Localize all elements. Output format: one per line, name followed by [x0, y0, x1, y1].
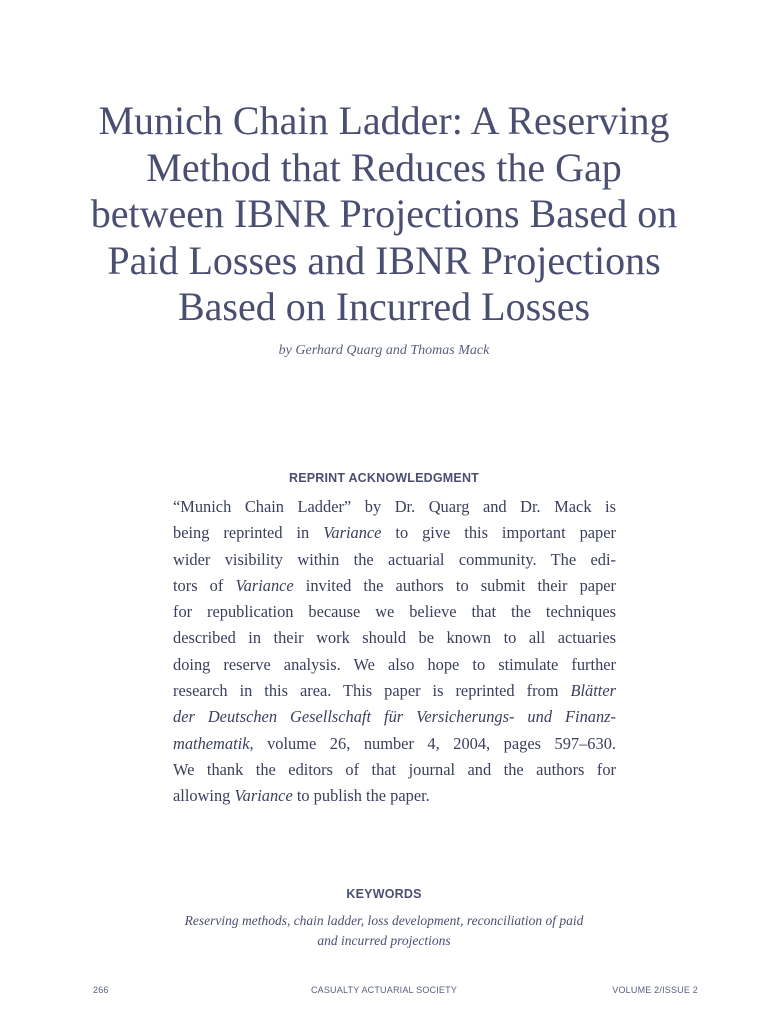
paragraph-line — [173, 573, 616, 599]
italic-text: Variance — [235, 575, 294, 595]
text-segment: to give this important paper — [381, 523, 616, 543]
text-segment: allowing — [173, 786, 235, 806]
title-line: between IBNR Projections Based on — [90, 191, 678, 236]
text-segment: being reprinted in — [173, 523, 324, 543]
footer-society: CASUALTY ACTUARIAL SOCIETY — [310, 985, 458, 995]
text-segment: research in this area. This paper is reprinted from — [173, 681, 571, 701]
italic-text: der Deutschen Gesellschaft für Versicherungs- und Finanz- — [173, 707, 616, 727]
title-line: Based on Incurred Losses — [177, 284, 591, 329]
text-segment: “Munich Chain Ladder” by Dr. Quarg and Dr. Mack is — [173, 497, 616, 516]
text-segment: tors of — [173, 575, 236, 595]
keywords-heading: KEYWORDS — [346, 887, 422, 901]
paragraph-line — [173, 704, 616, 730]
text-segment: , volume 26, number 4, 2004, pages 597–630. — [249, 733, 616, 753]
text-segment: described in their work should be known to all actuaries — [173, 628, 616, 648]
paragraph-line — [173, 783, 616, 809]
author-byline — [0, 343, 768, 359]
paragraph-line — [173, 678, 616, 704]
text-segment: for republication because we believe that the techniques — [173, 602, 616, 622]
reprint-acknowledgment-text — [173, 494, 616, 810]
italic-text: mathematik — [173, 733, 250, 753]
text-segment: We thank the editors of that journal and the authors for — [173, 759, 616, 779]
paragraph-line — [173, 757, 616, 783]
paragraph-line — [173, 625, 616, 651]
paragraph-line — [173, 652, 616, 678]
footer-volume: VOLUME 2/ISSUE 2 — [612, 985, 698, 995]
page-number: 266 — [93, 985, 109, 995]
italic-text: Variance — [234, 786, 293, 806]
italic-text: Blätter — [570, 681, 616, 701]
paper-title — [60, 98, 708, 331]
paragraph-line — [173, 547, 616, 573]
paragraph-line — [173, 599, 616, 625]
paragraph-line — [173, 731, 616, 757]
reprint-acknowledgment-heading: REPRINT ACKNOWLEDGMENT — [288, 471, 480, 485]
paragraph-line — [173, 520, 616, 546]
keywords-line: Reserving methods, chain ladder, loss development, reconciliation of paid — [184, 913, 584, 928]
italic-text: Variance — [323, 523, 382, 543]
title-line: Paid Losses and IBNR Projections — [107, 237, 661, 283]
title-line: Munich Chain Ladder: A Reserving — [98, 98, 670, 143]
byline-text: by Gerhard Quarg and Thomas Mack — [278, 343, 490, 358]
text-segment: wider visibility within the actuarial community. The edi- — [173, 549, 616, 569]
title-line: Method that Reduces the Gap — [146, 144, 622, 190]
keywords-list — [150, 911, 618, 951]
text-segment: doing reserve analysis. We also hope to stimulate further — [173, 654, 616, 674]
paragraph-line — [173, 494, 616, 520]
keywords-line: and incurred projections — [317, 933, 451, 948]
text-segment: to publish the paper. — [292, 786, 430, 806]
text-segment: invited the authors to submit their paper — [293, 575, 616, 595]
